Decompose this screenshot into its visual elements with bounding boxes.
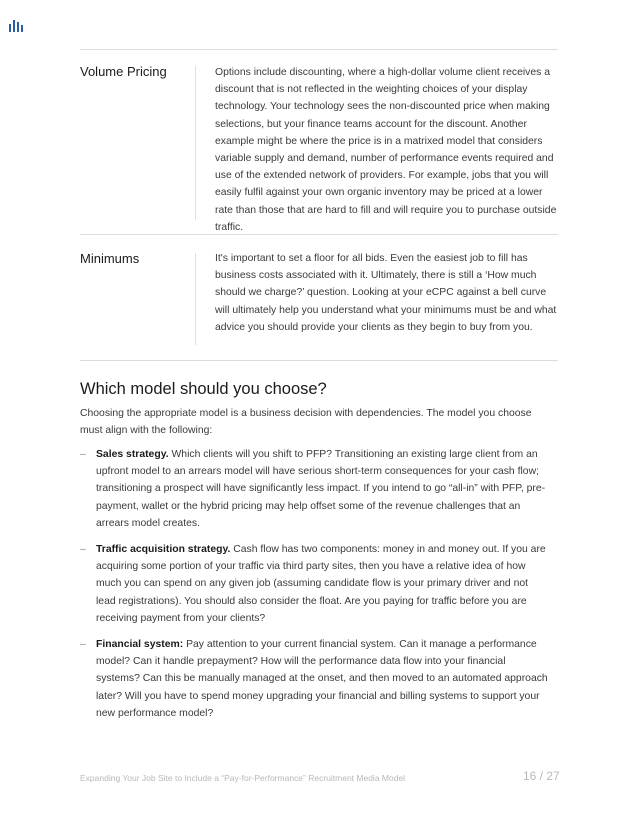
bar-logo-icon xyxy=(9,20,23,33)
description-volume-pricing: Options include discounting, where a high-dollar volume client receives a discount that is not reflected in the weighting choices of your display technology. Your technology sees the non-discounted price when making selections, but your finance teams account for the discount. Another example might be where the price is in a matrixed model that considers variable supply and demand, number of performance events required and use of the extended network of providers. For example, jobs that you will easily fulfil against your own organic inventory may be priced at a lower rate than those that are hard to fill and will require you to purchase outside traffic. xyxy=(215,67,557,233)
table-row-rule xyxy=(80,234,558,235)
bullet-financial-system xyxy=(80,636,550,722)
bullet-lead: Traffic acquisition strategy. xyxy=(96,544,231,556)
column-divider xyxy=(195,253,196,345)
term-minimums: Minimums xyxy=(80,251,140,266)
dash-icon: – xyxy=(80,639,86,651)
bullet-lead: Sales strategy. xyxy=(96,449,169,460)
dash-icon: – xyxy=(80,449,86,460)
table-top-rule xyxy=(80,49,558,50)
bullet-text: Pay attention to your current financial system. Can it manage a performance model? Can it handle prepayment? How will the performance data flow into your financial systems? Can this be manually managed at the onset, and then moved to an automated approach later? Will you have to spend money upgrading your financial and billing systems to support your new performance model? xyxy=(96,639,548,719)
bullet-list xyxy=(80,446,550,731)
bullet-text: Cash flow has two components: money in and money out. If you are acquiring some portion of your traffic via third party sites, then you have a relative idea of how much you can spend on any given job (assuming candidate flow is your primary driver and not lead registrations). You should also consider the float. Are you paying for traffic before you are receiving payment from your clients? xyxy=(96,544,546,624)
term-volume-pricing: Volume Pricing xyxy=(80,64,167,79)
table-bottom-rule xyxy=(80,360,558,361)
bullet-traffic-acquisition xyxy=(80,541,550,627)
section-intro: Choosing the appropriate model is a business decision with dependencies. The model you choose must align with the following: xyxy=(80,408,532,437)
bullet-lead: Financial system: xyxy=(96,639,184,651)
dash-icon: – xyxy=(80,544,86,556)
page-number: 16 / 27 xyxy=(523,769,560,783)
section-heading: Which model should you choose? xyxy=(80,380,327,398)
footer-title: Expanding Your Job Site to Include a “Pay-for-Performance” Recruitment Media Model xyxy=(80,773,406,783)
column-divider xyxy=(195,66,196,220)
bullet-sales-strategy xyxy=(80,446,550,532)
description-minimums: It's important to set a floor for all bids. Even the easiest job to fill has business costs associated with it. Ultimately, there is still a ‘How much should we charge?’ question. Looking at your eCPC against a bell curve will ultimately help you understand what your minimums must be and what advice you should provide your clients as they begin to buy from you. xyxy=(215,253,557,333)
bullet-text: Which clients will you shift to PFP? Transitioning an existing large client from an upfront model to an arrears model will have serious short-term consequences for your cash flow; transitioning a prospect will have significantly less impact. If you intend to go “all-in” with PFP, pre-payment, wallet or the hybrid pricing may help offset some of the revenue challenges that an arrears model creates. xyxy=(96,449,546,529)
